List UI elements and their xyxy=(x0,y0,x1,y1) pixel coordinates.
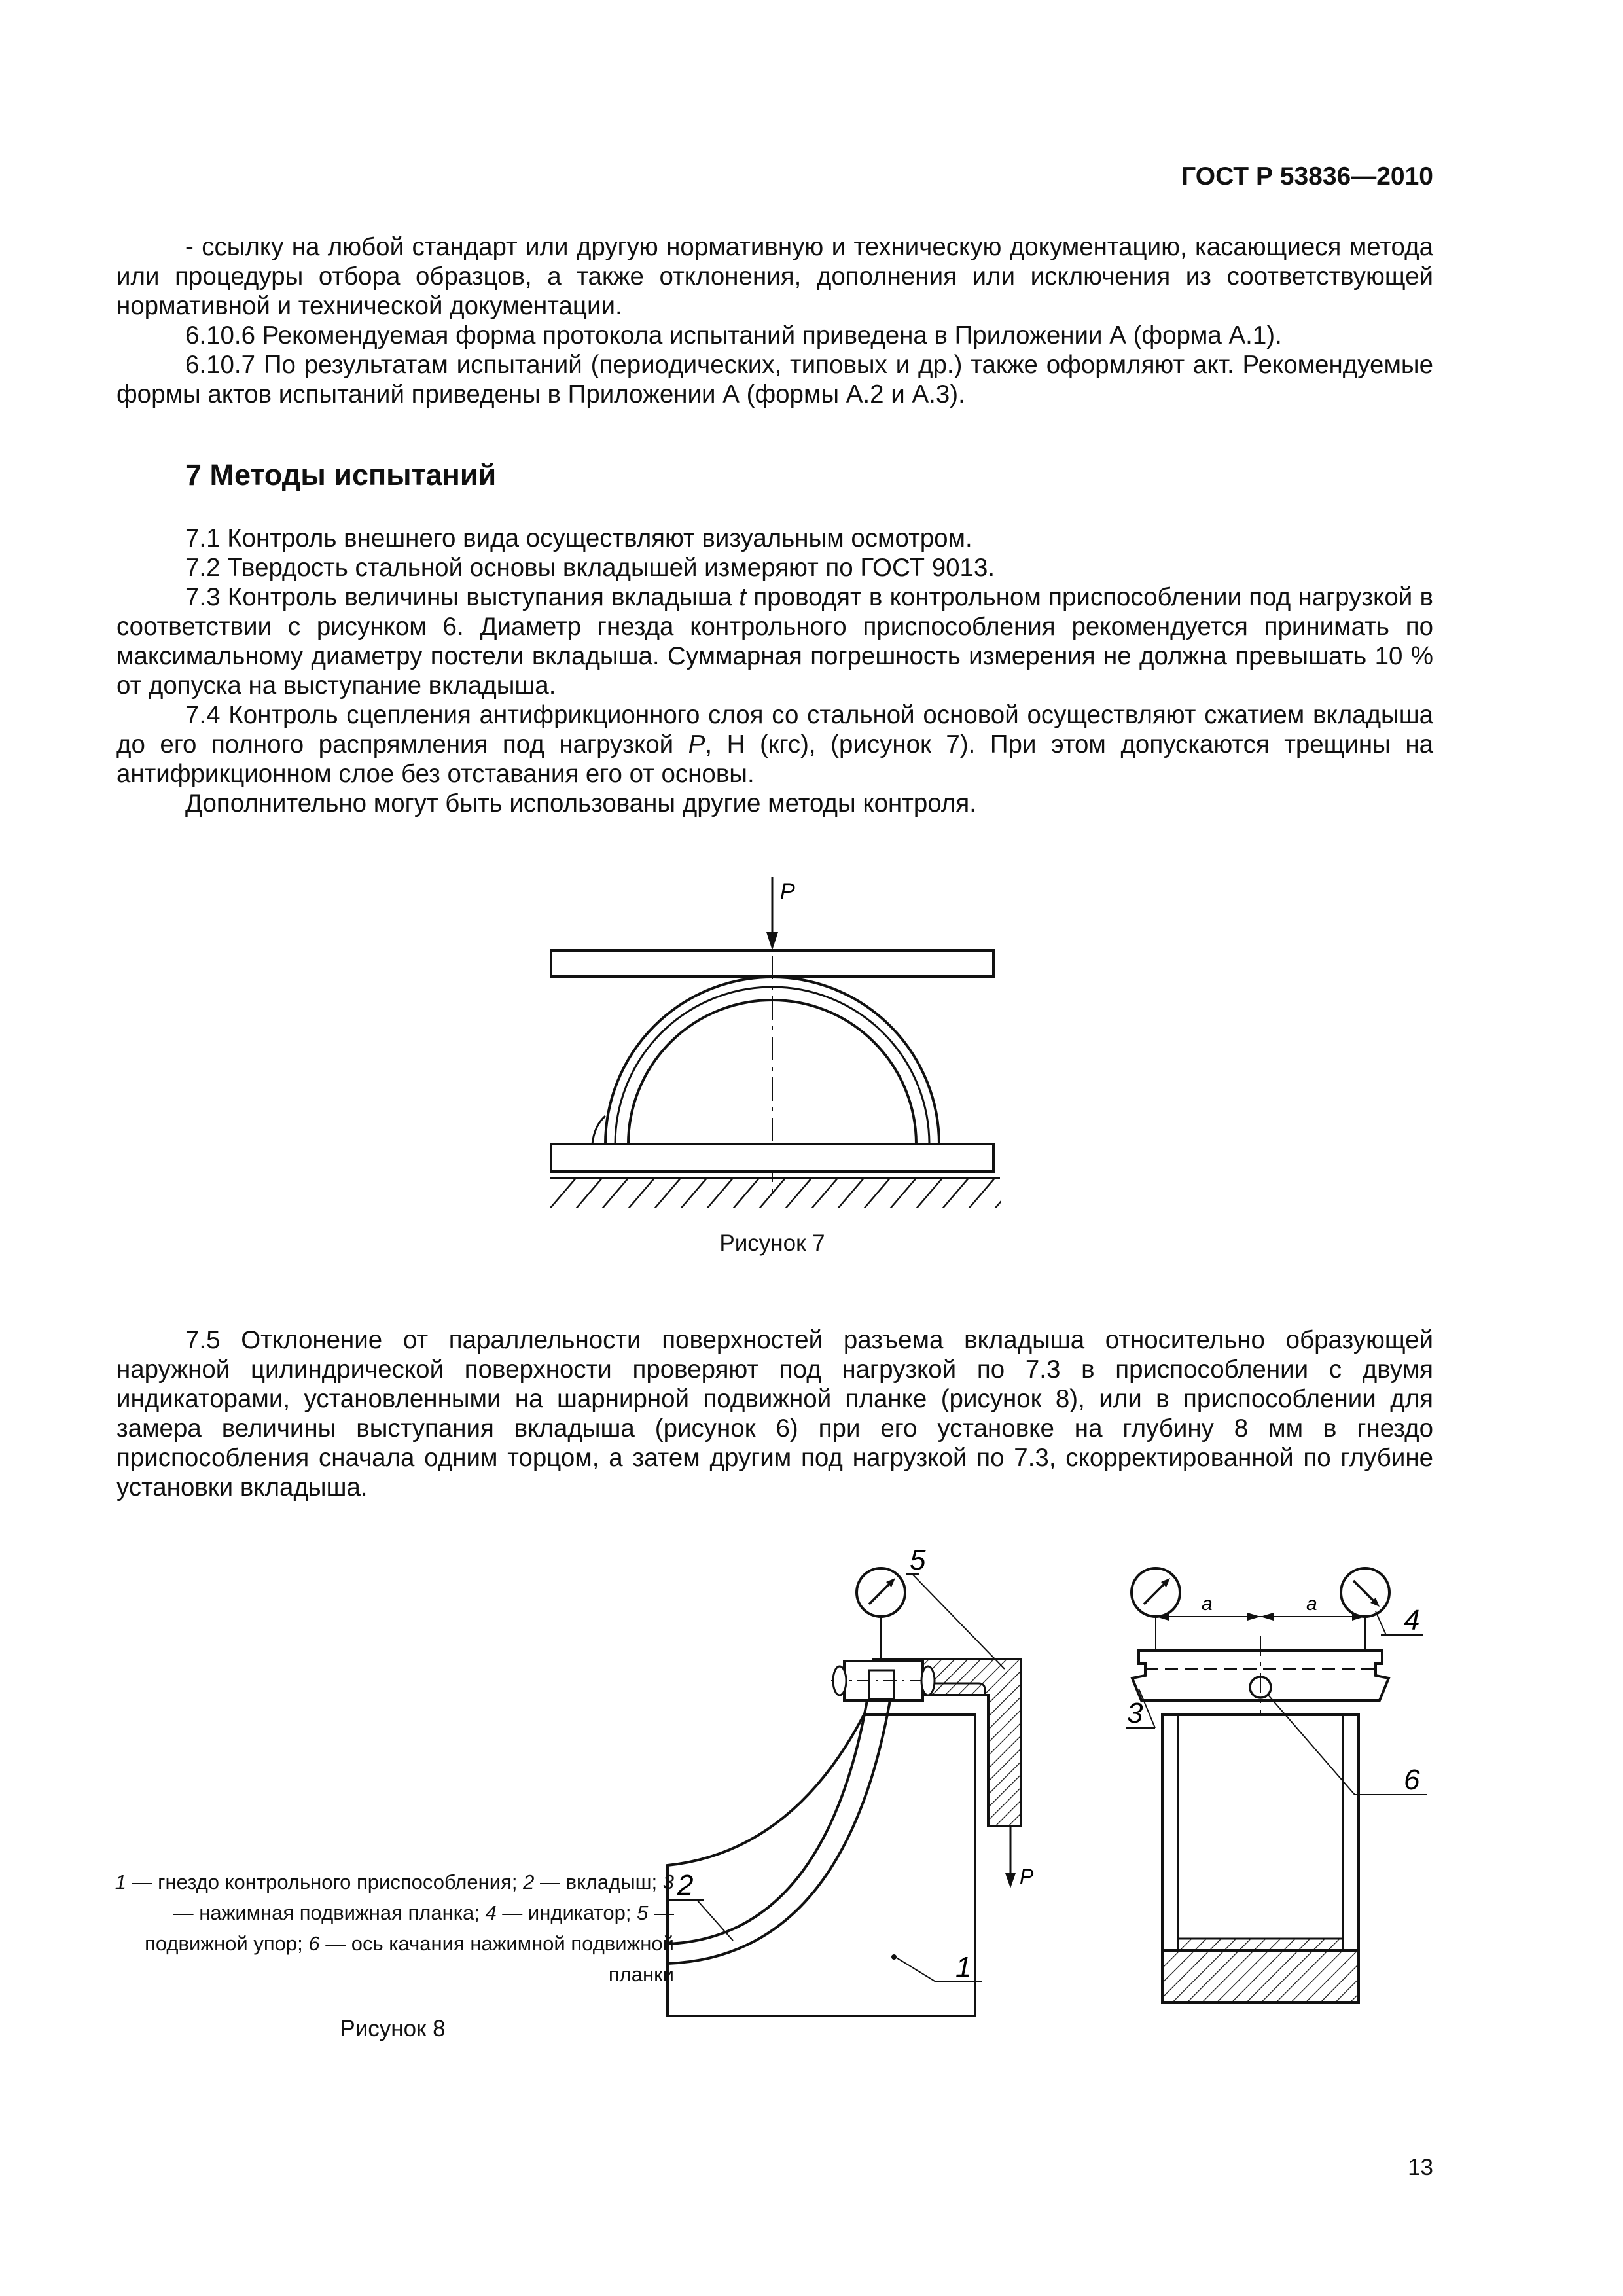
housing-socket xyxy=(668,1715,975,2016)
hinge-left-cap xyxy=(833,1666,846,1695)
paragraph-reference-item: - ссылку на любой стандарт или другую нормативную и техническую документацию, касающиеся метода или процедуры отбора образцов, а также отклонения, дополнения или исключения из соответствующей нормативной и технической документации. xyxy=(116,233,1433,320)
figure-7-caption: Рисунок 7 xyxy=(719,1230,825,1256)
leader-5 xyxy=(912,1574,1005,1669)
dim-label-right: a xyxy=(1306,1593,1317,1615)
figure-8-caption: Рисунок 8 xyxy=(340,2016,446,2041)
hinge-right-cap xyxy=(921,1666,935,1695)
load-arrow-head xyxy=(766,932,778,950)
legend-text-4: — индикатор; xyxy=(496,1901,637,1924)
page-number: 13 xyxy=(1408,2155,1433,2180)
leader-1-dot xyxy=(891,1954,897,1960)
paragraph-additional-methods: Дополнительно могут быть использованы другие методы контроля. xyxy=(185,789,976,817)
legend-text-5: — подвижной упор; xyxy=(145,1901,674,1955)
top-text-block xyxy=(116,232,1433,409)
load-label: P xyxy=(1020,1865,1034,1888)
leader-4 xyxy=(1376,1611,1386,1635)
label-3: 3 xyxy=(1127,1697,1143,1729)
paragraph-7-5-block xyxy=(116,1325,1433,1502)
paragraph-6-10-6: 6.10.6 Рекомендуемая форма протокола испытаний приведена в Приложении А (форма А.1). xyxy=(185,321,1282,350)
paragraph-7-3 xyxy=(116,583,1433,700)
figure-8-front-view xyxy=(1073,1538,1466,2062)
housing-base xyxy=(1162,1950,1359,2003)
paragraph-7-4-start: 7.4 Контроль сцепления антифрикционного слоя со стальной основой осуществляют сжатием вкладыша до его полного распрямления под нагрузкой xyxy=(116,701,1433,759)
label-6: 6 xyxy=(1404,1764,1420,1796)
variable-p: P xyxy=(688,730,705,759)
dim-arrow-center-right xyxy=(1260,1613,1274,1621)
legend-text-1: — гнездо контрольного приспособления; xyxy=(126,1871,524,1893)
paragraph-7-4 xyxy=(116,700,1433,789)
label-1: 1 xyxy=(955,1951,972,1983)
hinge-pin xyxy=(869,1670,894,1699)
legend-text-2: — вкладыш; xyxy=(534,1871,663,1893)
section-7-title: 7 Методы испытаний xyxy=(185,458,497,492)
legend-text-6: — ось качания нажимной подвижной планки xyxy=(319,1932,674,1986)
legend-num-6: 6 xyxy=(308,1932,320,1955)
base-hatching xyxy=(537,1178,1021,1224)
paragraph-7-2: 7.2 Твердость стальной основы вкладышей измеряют по ГОСТ 9013. xyxy=(185,554,995,582)
legend-num-1: 1 xyxy=(115,1871,126,1893)
liner-crack-tab xyxy=(592,1116,605,1144)
legend-num-4: 4 xyxy=(485,1901,497,1924)
figure-8-legend xyxy=(98,1867,674,1990)
paragraph-7-3-end: проводят в контрольном приспособлении под нагрузкой в соответствии с рисунком 6. Диаметр гнезда контрольного приспособления рекомендуется принимать по максимальному диаметру постели вкладыша. Суммарная погрешность измерения не должна превышать 10 % от допуска на выступание вкладыша. xyxy=(116,583,1433,700)
legend-num-3: 3 xyxy=(662,1871,674,1893)
bottom-plate xyxy=(551,1144,993,1172)
paragraph-6-10-7: 6.10.7 По результатам испытаний (периодических, типовых и др.) также оформляют акт. Рекомендуемые формы актов испытаний приведены в Приложении А (формы А.2 и А.3). xyxy=(116,351,1433,408)
figure-8-side-view xyxy=(648,1538,1067,2062)
paragraph-7-4-end: , Н (кгс), (рисунок 7). При этом допускаются трещины на антифрикционном слое без отставания его от основы. xyxy=(116,730,1433,788)
liner-bottom xyxy=(1178,1939,1343,1950)
label-2: 2 xyxy=(677,1869,694,1901)
dim-label-left: a xyxy=(1202,1593,1213,1615)
label-5: 5 xyxy=(910,1544,926,1576)
legend-num-5: 5 xyxy=(637,1901,649,1924)
load-arrow-head xyxy=(1005,1873,1016,1888)
paragraph-7-1: 7.1 Контроль внешнего вида осуществляют визуальным осмотром. xyxy=(185,524,972,552)
label-4: 4 xyxy=(1404,1604,1420,1636)
legend-num-2: 2 xyxy=(523,1871,535,1893)
document-id: ГОСТ Р 53836—2010 xyxy=(1181,162,1433,190)
paragraph-7-5: 7.5 Отклонение от параллельности поверхностей разъема вкладыша относительно образующей наружной цилиндрической поверхности проверяют под нагрузкой по 7.3 в приспособлении с двумя индикаторами, установленными на шарнирной подвижной планке (рисунок 8), или в приспособлении для замера величины выступания вкладыша (рисунок 6) при его установке на глубину 8 мм в гнездо приспособления сначала одним торцом, а затем другим под нагрузкой по 7.3, скорректированной по глубине установки вкладыша. xyxy=(116,1326,1433,1501)
figure-7-drawing xyxy=(510,857,1034,1224)
variable-t: t xyxy=(739,583,747,611)
section-7-text-block xyxy=(116,524,1433,818)
load-label: P xyxy=(780,879,795,904)
legend-text-3: — нажимная подвижная планка; xyxy=(173,1901,486,1924)
dim-arrow-center-left xyxy=(1247,1613,1260,1621)
paragraph-7-3-start: 7.3 Контроль величины выступания вкладыша xyxy=(185,583,740,611)
